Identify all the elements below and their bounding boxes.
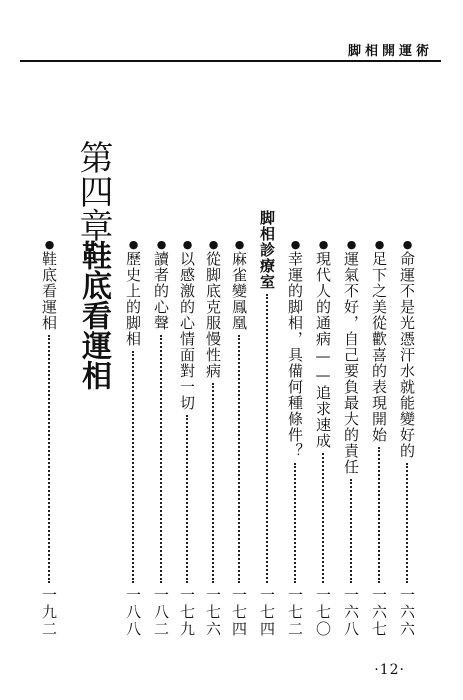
- bullet-icon: ●: [345, 238, 358, 251]
- dot-leader: [266, 294, 268, 583]
- toc-entry-page: 一六七: [370, 587, 388, 638]
- toc-entry[interactable]: [398, 238, 416, 638]
- bullet-icon: ●: [373, 238, 386, 251]
- bullet-icon: ●: [233, 238, 246, 251]
- toc-entry-title: 讀者的心聲: [152, 251, 170, 331]
- dot-leader: [350, 479, 352, 583]
- toc-entry-title: 足下之美從歡喜的表現開始: [370, 251, 388, 443]
- toc-entry[interactable]: [314, 238, 332, 638]
- bullet-icon: ●: [289, 238, 302, 251]
- toc-entry-title: 幸運的脚相，具備何種條件？: [286, 251, 304, 459]
- toc-entry[interactable]: [40, 238, 58, 638]
- chapter-number: 第四章: [73, 140, 113, 242]
- toc-entry-title: 以感激的心情面對一切: [178, 251, 196, 411]
- toc-entry-title: 命運不是光憑汗水就能變好的: [398, 251, 416, 459]
- toc-entry[interactable]: [178, 238, 196, 638]
- dot-leader: [378, 447, 380, 583]
- bullet-icon: ●: [43, 238, 56, 251]
- toc-entry-title: 麻雀變鳳凰: [230, 251, 248, 331]
- page-number: ·12·: [374, 662, 405, 678]
- chapter-title: 鞋底看運相: [76, 240, 111, 390]
- section-page: 一七四: [258, 587, 276, 638]
- toc-entry-title: 歷史上的脚相: [124, 251, 142, 347]
- toc-entry[interactable]: [230, 238, 248, 638]
- toc-entry-page: 一六八: [342, 587, 360, 638]
- toc-entry-page: 一九二: [40, 587, 58, 638]
- toc-entry-title: 運氣不好，自己要負最大的責任: [342, 251, 360, 475]
- dot-leader: [212, 383, 214, 583]
- bullet-icon: ●: [207, 238, 220, 251]
- toc-entry-page: 一七六: [204, 587, 222, 638]
- toc-entry-page: 一七〇: [314, 587, 332, 638]
- dot-leader: [322, 453, 324, 583]
- toc-entry-page: 一七九: [178, 587, 196, 638]
- header-title: 脚相開運術: [347, 44, 433, 59]
- section-title: 脚相診療室: [258, 210, 276, 290]
- toc-entry[interactable]: [152, 238, 170, 638]
- toc-entry-page: 一八八: [124, 587, 142, 638]
- dot-leader: [294, 463, 296, 583]
- dot-leader: [160, 335, 162, 583]
- bullet-icon: ●: [127, 238, 140, 251]
- bullet-icon: ●: [317, 238, 330, 251]
- toc-entry-title: 從脚底克服慢性病: [204, 251, 222, 379]
- toc-entry[interactable]: [204, 238, 222, 638]
- dot-leader: [406, 463, 408, 583]
- toc-entry-page: 一六六: [398, 587, 416, 638]
- toc-entry-page: 一七二: [286, 587, 304, 638]
- toc-entry[interactable]: [370, 238, 388, 638]
- toc-entry[interactable]: [286, 238, 304, 638]
- dot-leader: [132, 351, 134, 583]
- toc-entry-title: 鞋底看運相: [40, 251, 58, 331]
- bullet-icon: ●: [155, 238, 168, 251]
- toc-entry-title: 現代人的通病——追求速成: [314, 251, 332, 449]
- bullet-icon: ●: [401, 238, 414, 251]
- toc-entry-page: 一八二: [152, 587, 170, 638]
- header-rule: [20, 60, 441, 62]
- toc-entry-page: 一七四: [230, 587, 248, 638]
- toc-entry[interactable]: [124, 238, 142, 638]
- bullet-icon: ●: [181, 238, 194, 251]
- dot-leader: [186, 415, 188, 583]
- toc-entry[interactable]: [342, 238, 360, 638]
- toc-section[interactable]: [258, 210, 276, 638]
- dot-leader: [48, 335, 50, 583]
- dot-leader: [238, 335, 240, 583]
